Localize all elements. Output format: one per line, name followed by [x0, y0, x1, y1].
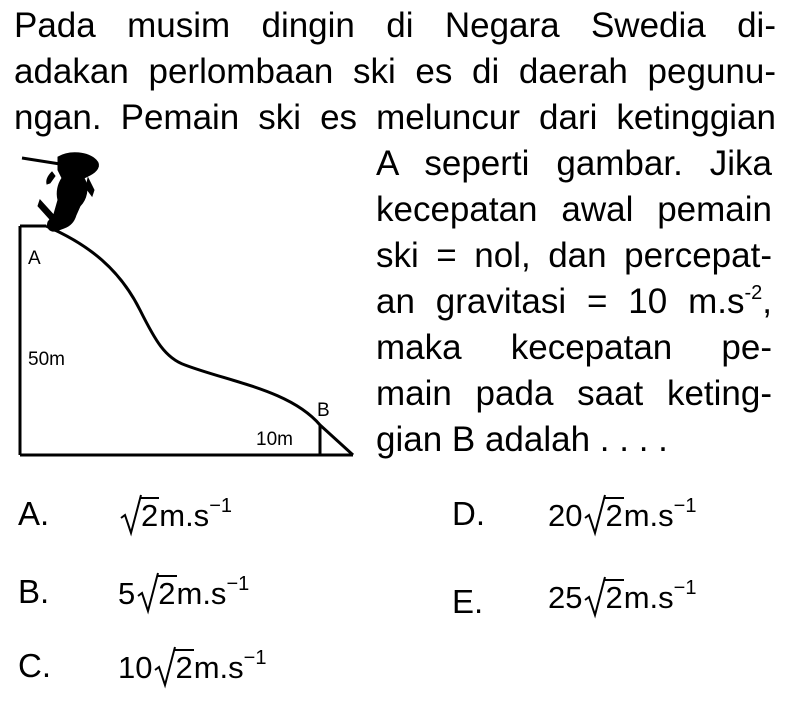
- option-c-unit: m.s: [193, 650, 244, 685]
- sqrt-icon: [584, 578, 623, 618]
- point-b-label: B: [317, 400, 330, 421]
- question-line-1: Pada musim dingin di Negara Swedia di-: [14, 6, 776, 45]
- option-c-value: [118, 648, 266, 688]
- gravity-exponent: -2: [744, 282, 763, 304]
- option-d-value: [548, 496, 696, 536]
- option-b-value: [118, 574, 249, 614]
- question-line-gravity: [376, 280, 772, 324]
- option-d-letter: D.: [452, 495, 485, 532]
- point-a-label: A: [28, 248, 41, 269]
- option-b-unit: m.s: [176, 576, 227, 611]
- option-c-letter: C.: [18, 647, 51, 684]
- option-c-radicand: 2: [175, 650, 193, 685]
- skier-icon: [22, 153, 98, 231]
- question-line-3: ngan. Pemain ski es meluncur dari ketinggian: [14, 98, 776, 137]
- sqrt-icon: [120, 496, 159, 536]
- option-b-letter: B.: [18, 573, 50, 610]
- height-a-label: 50m: [28, 349, 65, 370]
- sqrt-icon: [584, 496, 623, 536]
- gravity-suffix: ,: [762, 282, 772, 321]
- question-line-6: ski = nol, dan percepat-: [376, 236, 772, 275]
- height-b-label: 10m: [256, 429, 293, 450]
- option-b-coef: 5: [118, 576, 136, 611]
- option-d-unit: m.s: [623, 498, 674, 533]
- option-d-exp: −1: [673, 495, 697, 517]
- question-line-2: adakan perlombaan ski es di daerah pegunu-: [14, 52, 776, 91]
- option-e-unit: m.s: [623, 580, 674, 615]
- option-a-letter: A.: [18, 495, 50, 532]
- ski-slope-figure: [0, 0, 370, 470]
- option-a-radicand: 2: [141, 498, 159, 533]
- option-d-coef: 20: [548, 498, 583, 533]
- option-b-exp: −1: [226, 573, 250, 595]
- option-e-radicand: 2: [605, 580, 623, 615]
- question-line-9: main pada saat keting-: [376, 374, 772, 413]
- option-e-value: [548, 578, 696, 618]
- gravity-prefix: an gravitasi = 10 m.s: [376, 282, 745, 321]
- option-b-radicand: 2: [158, 576, 176, 611]
- option-a-exp: −1: [209, 495, 232, 517]
- question-line-5: kecepatan awal pemain: [376, 190, 772, 229]
- question-line-4: A seperti gambar. Jika: [376, 144, 772, 183]
- option-a-unit: m.s: [159, 498, 210, 533]
- option-d-radicand: 2: [605, 498, 623, 533]
- option-e-coef: 25: [548, 580, 583, 615]
- option-a-value: [118, 496, 232, 536]
- sqrt-icon: [137, 574, 176, 614]
- sqrt-icon: [154, 648, 193, 688]
- option-c-exp: −1: [243, 647, 267, 669]
- question-line-10: gian B adalah . . . .: [376, 420, 668, 459]
- option-c-coef: 10: [118, 650, 153, 685]
- option-e-exp: −1: [673, 577, 697, 599]
- option-e-letter: E.: [452, 583, 484, 620]
- question-line-8: maka kecepatan pe-: [376, 328, 772, 367]
